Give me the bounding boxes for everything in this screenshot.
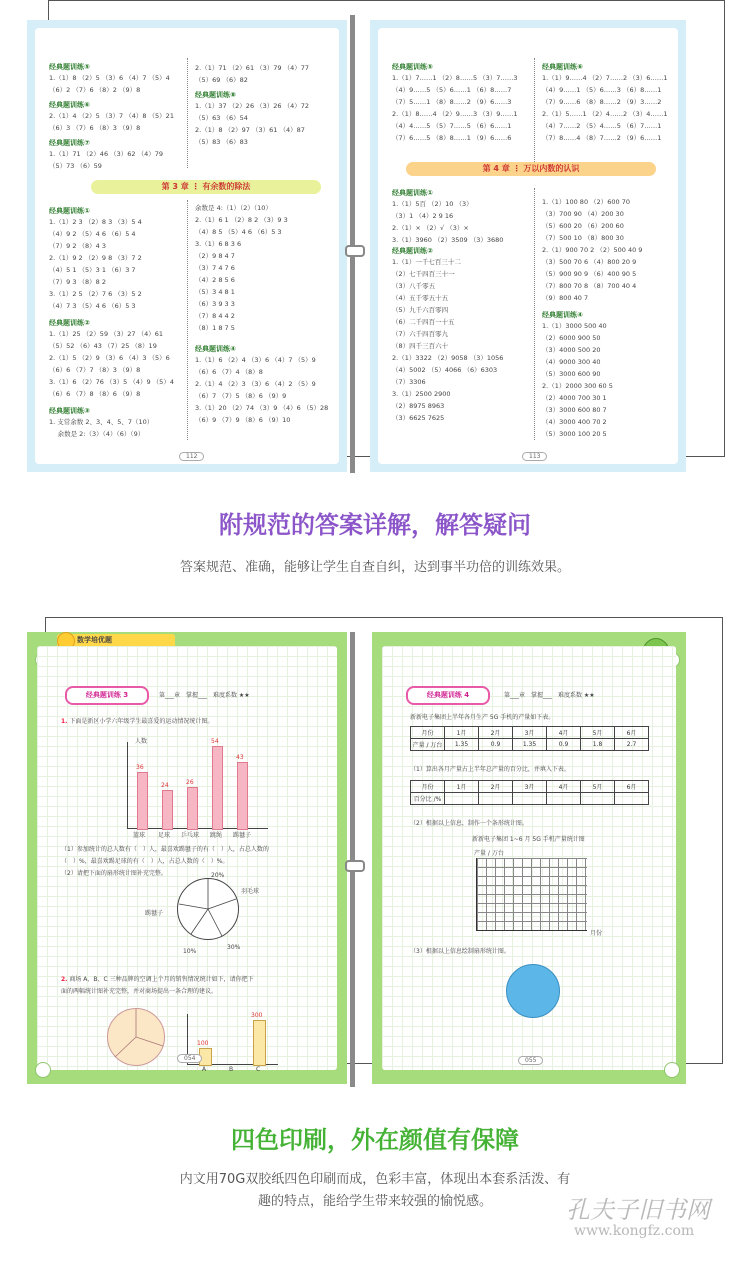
bar-2-c	[253, 1020, 266, 1066]
table-cell: 6月	[615, 727, 649, 739]
section-label: 经典题训练⑥	[542, 63, 583, 71]
section-label: 经典题训练①	[49, 207, 90, 215]
answer-line: 1.（1）一千七百三十二 （2）七千四百三十一 （3）八千零五 （4）五千零五十五 （5）九千六百零四 （6）二千四百一十五 （7）六千四百零九 （8）四千三百六十 2.（1）3322 （2）9058 （3）1056 （4）5002 （5）4066 （6）6303 （7）3306 3.（1）2500 2900 （2）8975 8963 （3）6625 7625	[392, 258, 504, 422]
bar-2-value: 100	[197, 1040, 209, 1047]
question-text: （1）参加统计的总人数有（ ）人，最喜欢踢毽子的有（ ）人，占总人数的	[61, 846, 269, 853]
bar-value: 26	[186, 779, 194, 786]
section-label: 经典题训练②	[392, 247, 433, 255]
exercise-badge: 经典题训练 3	[65, 686, 149, 705]
section-label: 经典题训练④	[195, 345, 236, 353]
bottom-right-page	[372, 632, 686, 1084]
section-label: 经典题训练⑤	[392, 63, 433, 71]
bar-category: 踢毽子	[233, 832, 252, 839]
question-text: （2）请把下面的扇形统计图补充完整。	[61, 870, 167, 877]
bar-value: 54	[211, 738, 219, 745]
chart-ylabel: 产量 / 万台	[474, 850, 504, 857]
section-label: 经典题训练⑧	[195, 91, 236, 99]
question-text: （1）算出各月产量占上半年总产量的百分比，并填入下表。	[410, 766, 570, 773]
pie-label: 10%	[183, 948, 197, 955]
page-corner-circle	[35, 1062, 51, 1078]
top-left-page-content	[35, 28, 339, 464]
bottom-left-page-content	[37, 646, 337, 1073]
chapter-title: 第 4 章 ⋮ 万以内数的认识	[406, 162, 656, 176]
answer-line: 1.（1）8 （2）5 （3）6 （4）7 （5）4 （6）2 （7）6 （8）2 （9）8	[49, 74, 170, 94]
pie-label: 羽毛球	[241, 888, 260, 895]
bar-football	[162, 790, 173, 830]
answer-line: 2.（1）4 （2）5 （3）7 （4）8 （5）21 （6）3 （7）6 （8）3 （9）8	[49, 112, 174, 132]
table-cell[interactable]	[615, 793, 649, 805]
top-spine	[350, 15, 355, 473]
answer-line: 1.（1）71 （2）46 （3）62 （4）79 （5）73 （6）59	[49, 150, 164, 170]
bar-value: 43	[236, 754, 244, 761]
pie-label: 踢毽子	[145, 910, 164, 917]
table-cell: 月份	[411, 727, 445, 739]
table-cell: 3月	[513, 781, 547, 793]
exercise-badge: 经典题训练 4	[406, 686, 490, 705]
table-cell: 百分比 /%	[411, 793, 445, 805]
top-right-page	[370, 20, 686, 472]
section-label: 经典题训练④	[542, 311, 583, 319]
bar-value: 24	[161, 782, 169, 789]
feature-title-answers: 附规范的答案详解，解答疑问	[219, 511, 531, 539]
table-cell: 1月	[445, 781, 479, 793]
table-cell: 5月	[581, 727, 615, 739]
question-text: （3）根据以上信息绘制扇形统计图。	[410, 948, 510, 955]
table-cell: 1.35	[513, 739, 547, 751]
empty-pie-circle	[506, 964, 560, 1018]
table-cell: 1月	[445, 727, 479, 739]
question-text: （2）根据以上信息，制作一个条形统计图。	[410, 820, 528, 827]
pie2-slices	[107, 1008, 165, 1066]
top-right-page-content	[378, 28, 678, 464]
table-row	[411, 739, 649, 751]
column-divider	[534, 58, 535, 168]
header-title: 数学培优题	[77, 636, 112, 644]
bottom-left-page	[27, 632, 347, 1084]
bar-jumprope	[212, 746, 223, 830]
bar-2-category: A	[202, 1066, 207, 1073]
answer-line: 1.（1）25 （2）59 （3）27 （4）61 （5）52 （6）43 （7）25 （8）19 2.（1）5 （2）9 （3）6 （4）3 （5）6 （6）6 （7）7 （8）3 （9）8 3.（1）6 （2）76 （3）5 （4）9 （5）4 （6）6 （7）8 （8）6 （9）8	[49, 330, 174, 398]
table-cell: 月份	[411, 781, 445, 793]
table-row	[411, 793, 649, 805]
answer-line: 1. 支常余数 2、3、4、5、7（10） 余数是 2:（3）（4）（6）（9）	[49, 418, 154, 438]
chart-title: 新新电子集团 1~6 月 5G 手机产量统计图	[472, 836, 585, 843]
page-number: 112	[179, 452, 204, 461]
answer-line: 1.（1）6 （2）4 （3）6 （4）7 （5）9 （6）6 （7）4 （8）8 2.（1）4 （2）3 （3）6 （4）2 （5）9 （6）7 （7）5 （8）6 （9）9 3.（1）20 （2）74 （3）9 （4）6 （5）28 （6）9 （7）9 （8）6 （9）10	[195, 356, 329, 424]
table-header-row	[411, 781, 649, 793]
bar-basketball	[137, 772, 148, 830]
bar-shuttlecock	[237, 762, 248, 830]
table-cell: 2月	[479, 781, 513, 793]
section-label: 经典题训练①	[392, 189, 433, 197]
table-cell[interactable]	[445, 793, 479, 805]
table-cell: 2月	[479, 727, 513, 739]
answer-line: 余数是 4:（1）（2）（10） 2.（1）6 1 （2）8 2 （3）9 3 （4）8 5 （5）4 6 （6）5 3 3.（1）6 8 3 6 （2）9 8 4 7 （3）7 4 7 6 （4）2 8 5 6 （5）3 4 8 1 （6）3 9 3 3 （7）8 4 4 2 （8）1 8 7 5	[195, 204, 288, 332]
bar-value: 36	[136, 764, 144, 771]
binding-ring	[345, 860, 365, 872]
section-label: 经典题训练⑦	[49, 139, 90, 147]
bar-2-value: 300	[251, 1012, 263, 1019]
top-left-page	[27, 20, 347, 472]
question-text: 面的两幅统计图补充完整，并对商场提出一条合理的建议。	[61, 988, 218, 995]
bar-category: 篮球	[133, 832, 146, 839]
bar-category: 跳绳	[210, 832, 223, 839]
feature-description-line-2: 趣的特点，能给学生带来较强的愉悦感。	[257, 1194, 492, 1209]
section-label: 经典题训练③	[49, 407, 90, 415]
column-divider	[534, 188, 535, 440]
table-cell: 产量 / 万台	[411, 739, 445, 751]
bar-2-category: B	[229, 1066, 234, 1073]
column-divider	[187, 200, 188, 440]
table-cell[interactable]	[547, 793, 581, 805]
bar-pingpong	[187, 787, 198, 830]
answer-line: 1.（1）100 80 （2）600 70 （3）700 90 （4）200 30 （5）600 20 （6）200 60 （7）500 10 （8）800 30 2.（1）900 70 2 （2）500 40 9 （3）500 70 6 （4）800 20 9 （5）900 90 9 （6）400 90 5 （7）800 70 8 （8）700 40 4 （9）800 40 7	[542, 198, 643, 302]
bar-category: 乒乓球	[181, 832, 200, 839]
answer-line: 1.（1）37 （2）26 （3）26 （4）72 （5）63 （6）54 2.（1）8 （2）97 （3）61 （4）87 （5）83 （6）83	[195, 102, 310, 146]
chapter-title: 第 3 章 ⋮ 有余数的除法	[91, 180, 321, 194]
section-label: 经典题训练⑤	[49, 63, 90, 71]
bar-2-category: C	[256, 1066, 261, 1073]
table-cell: 4月	[547, 727, 581, 739]
feature-description-line-1: 内文用70G双胶纸四色印刷而成，色彩丰富，体现出本套系活泼、有	[179, 1172, 571, 1187]
answer-line: 2.（1）71 （2）61 （3）79 （4）77 （5）69 （6）82	[195, 64, 310, 84]
answer-line: 1.（1）5百 （2）10 （3） （3）1 （4）2 9 16 2.（1）× （2）√ （3）× 3.（1）3960 （2）3509 （3）3680	[392, 200, 504, 244]
table-cell[interactable]	[479, 793, 513, 805]
answer-line: 1.（1）9……4 （2）7……2 （3）6……1 （4）9……1 （5）6……3 （6）8……1 （7）9……6 （8）8……2 （9）3……2 2.（1）5……1 （2）4……2 （3）4……1 （4）7……2 （5）4……5 （6）7……1 （7）8……4 （8）7……2 （9）6……1	[542, 74, 668, 142]
pie-slices	[177, 878, 239, 940]
section-label: 经典题训练②	[49, 319, 90, 327]
feature-title-printing: 四色印刷，外在颜值有保障	[231, 1126, 519, 1154]
feature-description-answers: 答案规范、准确，能够让学生自查自纠，达到事半功倍的训练效果。	[179, 560, 570, 575]
table-cell: 1.8	[581, 739, 615, 751]
page-number: 055	[518, 1056, 543, 1065]
percentage-table	[410, 780, 649, 805]
column-divider	[187, 58, 188, 168]
bar-category: 足球	[158, 832, 171, 839]
production-table	[410, 726, 649, 751]
question-text: （ ）%，最喜欢踢足球的有（ ）人，占总人数的（ ）%。	[61, 858, 229, 865]
table-header-row	[411, 727, 649, 739]
bar-chart-ylabel: 人数	[135, 738, 148, 745]
table-cell: 2.7	[615, 739, 649, 751]
section-label: 经典题训练⑥	[49, 101, 90, 109]
answer-line: 1.（1）3000 500 40 （2）6000 900 50 （3）4000 500 20 （4）9000 300 40 （5）3000 600 90 2.（1）2000 300 60 5 （2）4000 700 30 1 （3）3000 600 80 7 （4）3000 400 70 2 （5）3000 100 20 5	[542, 322, 613, 438]
table-cell: 5月	[581, 781, 615, 793]
watermark-text: 孔夫子旧书网	[566, 1196, 710, 1224]
watermark-url: www.kongfz.com	[574, 1223, 695, 1239]
header-meta: 第___章 掌握___ 难度系数 ★★	[159, 692, 250, 699]
chart-xlabel: 月份	[590, 930, 603, 937]
bottom-right-page-content	[382, 646, 676, 1070]
question-text: 新新电子集团上半年各月生产 5G 手机的产量如下表。	[410, 714, 555, 721]
table-cell: 6月	[615, 781, 649, 793]
grid-chart	[476, 858, 587, 931]
table-cell: 0.9	[547, 739, 581, 751]
pie-label: 20%	[211, 872, 225, 879]
answer-line: 1.（1）2 3 （2）8 3 （3）5 4 （4）9 2 （5）4 6 （6）5 4 （7）9 2 （8）4 3 2.（1）9 2 （2）9 8 （3）7 2 （4）5 1 （5）3 1 （6）3 7 （7）9 3 （8）8 2 3.（1）2 5 （2）7 6 （3）5 2 （4）7 3 （5）4 6 （6）5 3	[49, 218, 142, 310]
pie-label: 30%	[227, 944, 241, 951]
header-meta: 第___章 掌握___ 难度系数 ★★	[504, 692, 595, 699]
table-cell[interactable]	[513, 793, 547, 805]
question-text: 2. 商场 A、B、C 三种品牌的空调上个月的销售情况统计如下，请你把下	[61, 976, 254, 983]
table-cell: 1.35	[445, 739, 479, 751]
page-corner-circle	[664, 1062, 680, 1078]
binding-ring	[345, 245, 365, 257]
table-cell: 3月	[513, 727, 547, 739]
page-number: 113	[522, 452, 547, 461]
table-cell[interactable]	[581, 793, 615, 805]
page-number: 054	[177, 1054, 202, 1063]
question-text: 1. 下面是新区小学六年级学生最喜爱的运动情况统计图。	[61, 718, 214, 725]
table-cell: 0.9	[479, 739, 513, 751]
table-cell: 4月	[547, 781, 581, 793]
answer-line: 1.（1）7……1 （2）8……5 （3）7……3 （4）9……5 （5）6……1 （6）8……7 （7）5……1 （8）8……2 （9）6……3 2.（1）8……4 （2）9……3 （3）9……1 （4）4……5 （5）7……5 （6）6……1 （7）6……5 （8）8……1 （9）6……6	[392, 74, 518, 142]
